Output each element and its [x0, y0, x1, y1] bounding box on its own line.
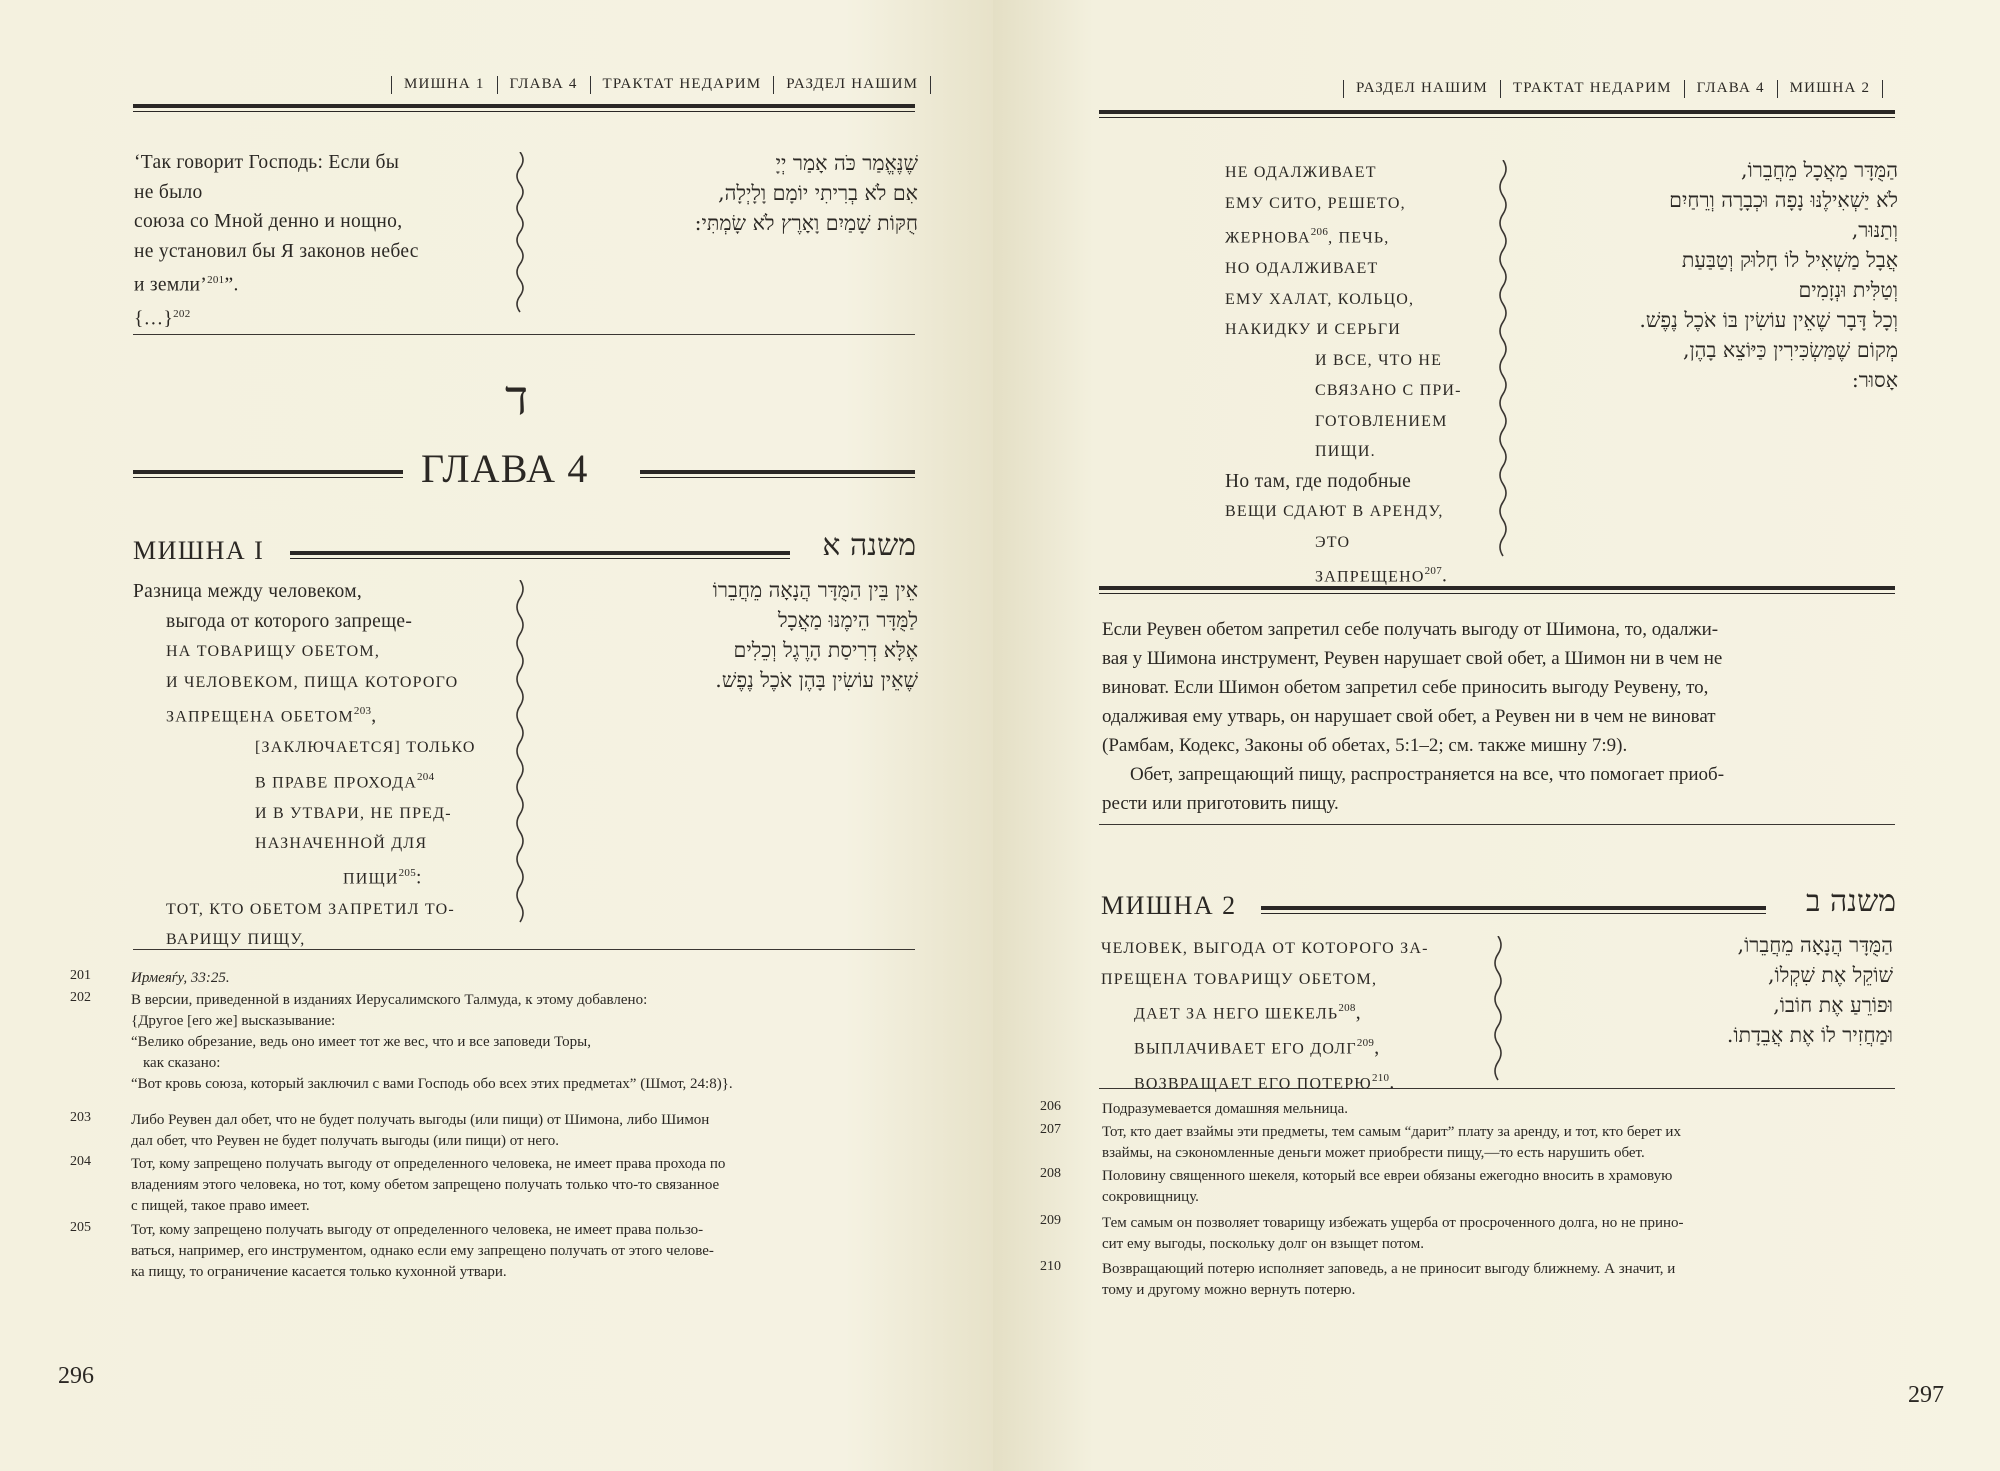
text-span: ПИЩИ	[343, 870, 399, 887]
footnote-ref[interactable]: 206	[1310, 226, 1329, 238]
text-line	[133, 798, 513, 829]
footnote-ref[interactable]: 201	[207, 274, 225, 286]
text-span: И ЧЕЛОВЕКОМ, ПИЩА КОТОРОГО	[166, 673, 459, 691]
wavy-divider	[512, 152, 528, 317]
text-line	[1225, 496, 1495, 527]
separator	[391, 76, 392, 94]
footnote-text	[131, 1154, 921, 1217]
text-line: вая у Шимона инструмент, Реувен нарушает свой обет, а Шимон ни в чем не	[1102, 648, 1723, 669]
text-span: ВЕЩИ СДАЮТ В АРЕНДУ,	[1225, 503, 1444, 520]
footnote-text	[1102, 1259, 1902, 1301]
quote-he	[540, 148, 918, 238]
text-span: ПИЩИ.	[1315, 443, 1376, 460]
text-line: ‘Так говорит Господь: Если бы	[134, 152, 400, 173]
text-line	[133, 732, 513, 763]
running-head	[1336, 80, 1890, 98]
footnote-rule	[1099, 1088, 1895, 1089]
running-head-item: ТРАКТАТ НЕДАРИМ	[602, 76, 762, 93]
text-line	[1225, 436, 1495, 467]
text-line: рести или приготовить пищу.	[1102, 793, 1339, 814]
separator	[590, 76, 591, 94]
mishna-he	[540, 575, 918, 695]
text-line: одалживая ему утварь, он нарушает свой обет, а Реувен ни в чем не виноват	[1102, 706, 1716, 727]
text-line: виноват. Если Шимон обетом запретил себе приносить выгоду Реувену, то,	[1102, 677, 1709, 698]
text-line: שׁוֹקֵל אֶת שִׁקְלוֹ,	[1768, 963, 1893, 987]
text-line	[1225, 345, 1495, 376]
separator	[497, 76, 498, 94]
mishna-label: МИШНА I	[133, 536, 265, 565]
text-line	[1225, 188, 1495, 219]
wavy-divider	[1490, 936, 1506, 1086]
text-line: אֶלָּא דְרִיסַת הָרֶגֶל וְכֵלִים	[733, 638, 918, 662]
text-line	[1225, 218, 1495, 253]
text-span: НАЗНАЧЕННОЙ ДЛЯ	[255, 835, 428, 852]
text-span: ТОТ, КТО ОБЕТОМ ЗАПРЕТИЛ ТО-	[166, 900, 455, 918]
text-span: ДАЕТ ЗА НЕГО ШЕКЕЛЬ	[1134, 1005, 1339, 1023]
footnote-number: 203	[70, 1110, 91, 1125]
text-line: Обет, запрещающий пищу, распространяется на все, что помогает приоб-	[1130, 764, 1725, 785]
text-line: Возвращающий потерю исполняет заповедь, а не приносит выгоду ближнему. А значит, и	[1102, 1261, 1676, 1277]
text-line: Тот, кому запрещено получать выгоду от определенного человека, не имеет права пользо-	[131, 1222, 704, 1238]
footnote-number: 202	[70, 990, 91, 1005]
text-line	[1225, 253, 1495, 284]
text-line: אִם לֹא בְרִיתִי יוֹמָם וָלָיְלָה,	[718, 181, 918, 205]
text-line: ка пищу, то ограничение касается только кухонной утвари.	[131, 1264, 507, 1280]
text-line	[1225, 157, 1495, 188]
text-line	[134, 300, 514, 334]
text-line: לֹא יַשְׁאִילֶנּוּ נָפָה וּכְבָרָה וְרֵחַיִם	[1669, 188, 1898, 212]
text-line	[1225, 284, 1495, 315]
section-rule	[133, 334, 915, 335]
text-line: וְתַנּוּר,	[1851, 218, 1898, 242]
text-span: НАКИДКУ И СЕРЬГИ	[1225, 321, 1402, 338]
text-line: Разница между человеком,	[133, 581, 363, 602]
text-line: ваться, например, его инструментом, однако если ему запрещено получать от этого челове-	[131, 1243, 714, 1259]
separator	[773, 76, 774, 94]
running-head-item: РАЗДЕЛ НАШИМ	[1355, 80, 1488, 97]
text-line: וְכָל דָּבָר שֶׁאֵין עוֹשִׂין בּוֹ אֹכֶל נֶפֶשׁ.	[1639, 308, 1898, 332]
text-line	[133, 636, 513, 667]
text-span: ЭТО	[1315, 533, 1351, 551]
text-line: владениям этого человека, но тот, кому обетом запрещено получать только что-то связанное	[131, 1177, 720, 1193]
text-line	[133, 828, 513, 859]
separator	[1777, 80, 1778, 98]
text-line: Подразумевается домашняя мельница.	[1102, 1101, 1348, 1117]
text-span: , ПЕЧЬ,	[1328, 229, 1390, 247]
text-line: לַמֻּדָּר הֵימֶנּוּ מַאֲכָל	[778, 608, 918, 632]
footnote-ref[interactable]: 204	[417, 770, 435, 783]
text-span: ВЫПЛАЧИВАЕТ ЕГО ДОЛГ	[1134, 1040, 1357, 1058]
text-span: НО ОДАЛЖИВАЕТ	[1225, 260, 1379, 277]
text-span: Но там, где подобные	[1225, 470, 1412, 492]
right-page	[993, 0, 2000, 1471]
page-number: 297	[1908, 1382, 1944, 1408]
wavy-divider	[512, 580, 528, 930]
page-number: 296	[58, 1363, 94, 1389]
footnote-ref[interactable]: 207	[1424, 565, 1443, 577]
text-line: חֻקּוֹת שָׁמַיִם וָאָרֶץ לֹא שָׂמְתִּי:	[694, 211, 918, 235]
text-line: שֶׁנֶּאֱמַר כֹּה אָמַר יְיָ	[775, 151, 918, 175]
text-line: “Велико обрезание, ведь оно имеет тот же вес, что и все заповеди Торы,	[131, 1034, 592, 1050]
text-line: אֲבָל מַשְׁאִיל לוֹ חָלוּק וְטַבַּעַת	[1681, 248, 1898, 272]
running-head-item: МИШНА 1	[403, 76, 485, 93]
footnote-number: 210	[1040, 1259, 1061, 1274]
text-line: Тот, кому запрещено получать выгоду от определенного человека, не имеет права прохода по	[131, 1156, 726, 1172]
text-span: ПРЕЩЕНА ТОВАРИЩУ ОБЕТОМ,	[1101, 970, 1378, 988]
footnote-number: 207	[1040, 1122, 1061, 1137]
text-line: дал обет, что Реувен не будет получать выгоды (или пищи) от него.	[131, 1133, 560, 1149]
separator	[930, 76, 931, 94]
text-line: не было	[134, 181, 203, 203]
text-line: Если Реувен обетом запретил себе получать выгоду от Шимона, то, одалжи-	[1102, 619, 1719, 640]
mishna-label: МИШНА 2	[1101, 891, 1237, 920]
running-head-item: ГЛАВА 4	[509, 76, 578, 93]
commentary	[1102, 615, 1897, 818]
footnote-ref[interactable]: 203	[353, 705, 372, 717]
chapter-rule-left	[133, 470, 403, 478]
footnote-text	[1102, 1213, 1902, 1255]
footnote-text	[1102, 1099, 1902, 1120]
text-span: ЗАПРЕЩЕНО	[1315, 568, 1425, 586]
text-line: אֵין בֵּין הַמֻּדָּר הֲנָאָה מֵחֲבֵרוֹ	[712, 578, 918, 602]
text-line	[133, 763, 513, 798]
mishna-heb: משנה א	[822, 528, 916, 563]
text-line: В версии, приведенной в изданиях Иерусалимского Талмуда, к этому добавлено:	[131, 992, 648, 1008]
running-head-item: ГЛАВА 4	[1696, 80, 1765, 97]
running-head-item: МИШНА 2	[1789, 80, 1871, 97]
left-page	[0, 0, 993, 1471]
text-line: שֶׁאֵין עוֹשִׂין בָּהֶן אֹכֶל נֶפֶשׁ.	[715, 668, 918, 692]
text-line	[1225, 527, 1495, 558]
footnote-number: 206	[1040, 1099, 1061, 1114]
text-span: ВАРИЩУ ПИЩУ,	[166, 931, 306, 948]
footnote-ref[interactable]: 202	[173, 308, 191, 320]
footnote-text	[131, 968, 921, 989]
footnote-text	[131, 990, 921, 1095]
footnote-number: 205	[70, 1220, 91, 1235]
text-line	[1225, 406, 1495, 437]
text-line: Половину священного шекеля, который все евреи обязаны ежегодно вносить в храмовую	[1102, 1168, 1673, 1184]
header-rule	[1099, 110, 1895, 118]
text-line: ЗАПРЕЩЕНА ОБЕТОМ$^{203}$,	[166, 705, 377, 727]
text-span: В ПРАВЕ ПРОХОДА	[255, 774, 417, 791]
separator	[1684, 80, 1685, 98]
text-line: {Другое [его же] высказывание:	[131, 1013, 336, 1029]
text-line: с пищей, такое право имеет.	[131, 1198, 310, 1214]
text-line: “Вот кровь союза, который заключил с вами Господь обо всех этих предметах” (Шмот, 24:8)}.	[131, 1076, 733, 1092]
text-line	[1101, 1064, 1481, 1099]
section-rule	[1099, 824, 1895, 825]
footnote-ref[interactable]: 208	[1338, 1002, 1356, 1014]
text-line: (Рамбам, Кодекс, Законы об обетах, 5:1–2; см. также мишну 7:9).	[1102, 735, 1628, 756]
footnote-text	[1102, 1166, 1902, 1208]
text-span: ЕМУ ХАЛАТ, КОЛЬЦО,	[1225, 290, 1415, 308]
text-span: ГОТОВЛЕНИЕМ	[1315, 412, 1448, 430]
text-span: [ЗАКЛЮЧАЕТСЯ] ТОЛЬКО	[255, 739, 476, 756]
text-line: מְקוֹם שֶׁמַּשְׂכִּירִין כַּיּוֹצֵא בָהֶן,	[1682, 338, 1898, 362]
chapter-title: ГЛАВА 4	[421, 446, 589, 491]
text-line: Тот, кто дает взаймы эти предметы, тем самым “дарит” плату за аренду, и тот, кто берет их	[1102, 1124, 1681, 1140]
text-line: тому и другому можно вернуть потерю.	[1102, 1282, 1356, 1298]
footnote-number: 201	[70, 968, 91, 983]
text-line: не установил бы Я законов небес	[134, 240, 419, 262]
text-line: הַמֻּדָּר הֲנָאָה מֵחֲבֵרוֹ,	[1737, 933, 1893, 957]
footnote-text	[131, 1220, 921, 1283]
text-span: И ВСЕ, ЧТО НЕ	[1315, 351, 1443, 369]
header-rule	[133, 104, 915, 112]
text-line: וְטַלִּית וּנְזָמִים	[1798, 278, 1898, 302]
text-span: и земли’	[134, 274, 208, 296]
text-line: сит ему выгоды, поскольку долг он взыщет потом.	[1102, 1236, 1424, 1252]
footnote-number: 209	[1040, 1213, 1061, 1228]
mishna-he	[1518, 930, 1893, 1050]
footnote-ref[interactable]: 205	[398, 866, 417, 879]
text-line	[1225, 314, 1495, 345]
text-line	[1225, 467, 1495, 497]
footnote-ref[interactable]: 209	[1356, 1037, 1375, 1049]
continuation-he	[1523, 155, 1898, 395]
text-line: выгода от которого запреще-	[166, 610, 413, 632]
wavy-divider	[1495, 160, 1511, 565]
text-span: НА ТОВАРИЩУ ОБЕТОМ,	[166, 643, 381, 660]
text-span: ЕМУ СИТО, РЕШЕТО,	[1225, 194, 1406, 212]
text-line: ЗАПРЕЩЕНО$^{207}$.	[1315, 565, 1448, 587]
text-line: Тем самым он позволяет товарищу избежать ущерба от просроченного долга, но не прино-	[1102, 1215, 1684, 1231]
continuation-ru	[1225, 157, 1495, 592]
mishna-ru	[1101, 933, 1481, 1099]
text-line: Ирмеяѓу, 33:25.	[131, 970, 230, 986]
text-span: СВЯЗАНО С ПРИ-	[1315, 382, 1462, 399]
text-line	[1101, 964, 1481, 995]
text-line: сокровищницу.	[1102, 1189, 1199, 1205]
commentary-rule	[1099, 586, 1895, 594]
text-line: וּמַחֲזִיר לוֹ אֶת אֲבֵדָתוֹ.	[1726, 1023, 1893, 1047]
chapter-rule-right	[640, 470, 915, 478]
text-span: ,	[1374, 1037, 1380, 1059]
text-span: ЧЕЛОВЕК, ВЫГОДА ОТ КОТОРОГО ЗА-	[1101, 940, 1429, 957]
text-line	[133, 894, 513, 925]
footnote-number: 208	[1040, 1166, 1061, 1181]
text-line: союза со Мной денно и нощно,	[134, 211, 403, 232]
mishna-rule	[1261, 906, 1766, 914]
footnote-text	[131, 1110, 921, 1152]
footnote-rule	[133, 949, 915, 950]
text-line: הַמֻּדָּר מַאֲכָל מֵחֲבֵרוֹ,	[1741, 158, 1898, 182]
text-span: {…}	[134, 308, 174, 330]
mishna-ru	[133, 577, 513, 955]
text-line	[1101, 933, 1481, 964]
separator	[1343, 80, 1344, 98]
running-head	[384, 76, 938, 94]
chapter-letter: ד	[505, 370, 529, 426]
text-line: и земли’$^{201}$”.	[134, 274, 239, 296]
text-span: ВОЗВРАЩАЕТ ЕГО ПОТЕРЮ	[1134, 1075, 1372, 1093]
text-line: ПИЩИ$^{205}$:	[343, 866, 422, 888]
text-line: как сказано:	[143, 1055, 221, 1071]
text-line: אָסוּר:	[1851, 368, 1898, 392]
text-line	[1225, 375, 1495, 406]
running-head-item: РАЗДЕЛ НАШИМ	[786, 76, 919, 93]
text-span: ЖЕРНОВА	[1225, 229, 1311, 247]
quote-ru	[134, 148, 514, 334]
text-span: НЕ ОДАЛЖИВАЕТ	[1225, 164, 1377, 181]
footnote-number: 204	[70, 1154, 91, 1169]
text-line: Либо Реувен дал обет, что не будет получать выгоды (или пищи) от Шимона, либо Шимон	[131, 1112, 710, 1128]
text-span: ,	[1355, 1002, 1361, 1024]
text-span: И В УТВАРИ, НЕ ПРЕД-	[255, 804, 452, 822]
text-line: взаймы, на сэкономленные деньги может приобрести пищу,—то есть нарушить обет.	[1102, 1145, 1645, 1161]
footnote-text	[1102, 1122, 1902, 1164]
text-line	[133, 667, 513, 698]
text-line	[1101, 1029, 1481, 1064]
footnote-ref[interactable]: 210	[1371, 1072, 1390, 1084]
text-span: ЗАПРЕЩЕНА ОБЕТОМ	[166, 708, 354, 726]
mishna-rule	[290, 551, 790, 559]
separator	[1500, 80, 1501, 98]
separator	[1882, 80, 1883, 98]
text-line	[1101, 994, 1481, 1029]
text-span: .	[1389, 1072, 1395, 1094]
mishna-heb: משנה ב	[1805, 884, 1896, 919]
running-head-item: ТРАКТАТ НЕДАРИМ	[1512, 80, 1672, 97]
text-line: וּפוֹרֵעַ אֶת חוֹבוֹ,	[1773, 993, 1893, 1017]
